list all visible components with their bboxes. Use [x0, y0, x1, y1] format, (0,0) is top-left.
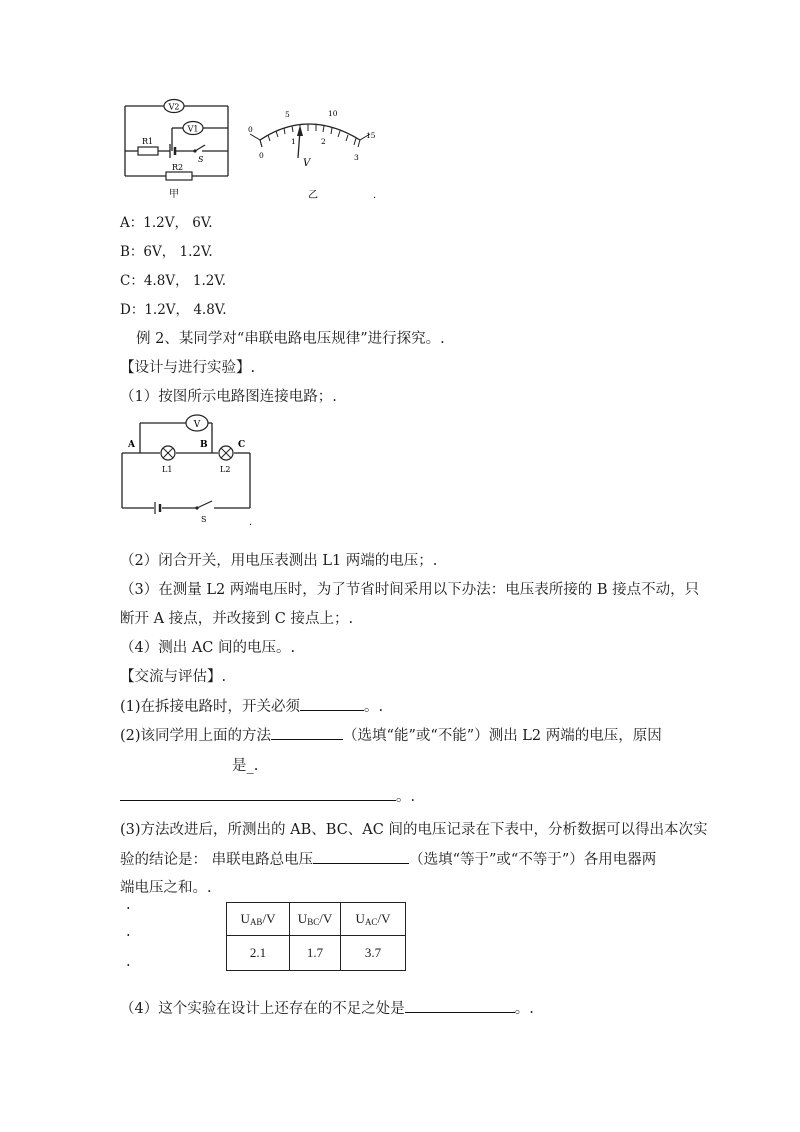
header-uab-sub: AB	[249, 917, 263, 927]
q2-suffix: （选填“能”或“不能”）测出 L2 两端的电压，原因	[343, 728, 662, 744]
scale-bottom-1: 1	[291, 137, 296, 146]
s-label: S	[198, 155, 204, 164]
option-b-values: 6V， 1.2V.	[143, 244, 213, 260]
switch-label: S	[201, 515, 207, 524]
point-c-label: C	[238, 440, 246, 450]
option-a	[120, 213, 213, 233]
point-a-label: A	[128, 440, 135, 450]
q2-answer-blank[interactable]	[271, 725, 343, 740]
table-header-row	[227, 903, 406, 936]
value-ubc: 1.7	[290, 936, 341, 971]
question2	[120, 725, 662, 746]
step2-text: （2）闭合开关，用电压表测出 L1 两端的电压；.	[120, 553, 438, 569]
point-b-label: B	[200, 440, 208, 450]
q2-reason-blank[interactable]	[120, 786, 396, 801]
figure2-dot: .	[249, 517, 253, 528]
option-a-letter: A：	[120, 215, 144, 231]
q2-prefix: (2)该同学用上面的方法	[120, 728, 272, 744]
resistor-r1-icon	[138, 147, 158, 155]
option-c-letter: C：	[120, 273, 144, 289]
header-ubc	[290, 903, 341, 936]
header-uab-u: U	[240, 911, 250, 926]
question3	[120, 849, 656, 870]
left-dot-2: .	[126, 924, 131, 940]
header-uab	[227, 903, 290, 936]
jia-label: 甲	[169, 189, 179, 200]
voltage-table	[226, 902, 406, 971]
q1-prefix: (1)在拆接电路时，开关必须	[120, 699, 301, 715]
question4	[120, 998, 534, 1019]
q3-suffix: （选填“等于”或“不等于”）各用电器两	[409, 852, 657, 868]
example2-title: 例 2、某同学对“串联电路电压规律”进行探究。.	[136, 331, 445, 347]
q3-answer-blank[interactable]	[313, 849, 409, 864]
option-c	[120, 271, 226, 291]
switch-icon	[197, 501, 212, 508]
q3-prefix: 验的结论是： 串联电路总电压	[120, 852, 314, 868]
voltmeter-label: V	[193, 420, 201, 430]
header-ubc-unit: /V	[319, 911, 333, 926]
voltmeter-dial-yi	[248, 100, 388, 202]
option-d-values: 1.2V， 4.8V.	[144, 302, 227, 318]
header-ubc-sub: BC	[307, 917, 320, 927]
v-label: V	[303, 158, 311, 169]
option-b-letter: B：	[120, 244, 144, 260]
switch-icon	[195, 145, 205, 151]
step1-text: （1）按图所示电路图连接电路；.	[120, 389, 337, 405]
l1-label: L1	[162, 465, 173, 474]
table-row	[227, 936, 406, 971]
value-uac: 3.7	[341, 936, 406, 971]
header-uac-sub: AC	[364, 917, 378, 927]
r1-label: R1	[142, 137, 154, 146]
q3-line1: (3)方法改进后，所测出的 AB、BC、AC 间的电压记录在下表中，分析数据可以得出本次实	[120, 822, 708, 838]
value-uab: 2.1	[227, 936, 290, 971]
eval-heading: 【交流与评估】.	[120, 669, 227, 685]
scale-top-0: 0	[248, 125, 253, 134]
design-heading: 【设计与进行实验】.	[120, 360, 256, 376]
circuit-diagram-jia	[118, 96, 248, 200]
q2-end: 。.	[396, 789, 416, 805]
step4-text: （4）测出 AC 间的电压。.	[120, 640, 296, 656]
scale-bottom-3: 3	[354, 153, 359, 162]
step3-line1: （3）在测量 L2 两端电压时，为了节省时间采用以下办法：电压表所接的 B 接点不动，只	[120, 582, 700, 598]
header-uab-unit: /V	[262, 911, 276, 926]
r2-label: R2	[172, 163, 184, 172]
v1-label: V1	[187, 124, 199, 134]
option-d-letter: D：	[120, 302, 145, 318]
option-d	[120, 300, 227, 320]
scale-bottom-0: 0	[259, 151, 264, 160]
step3-line2: 断开 A 接点，并改接到 C 接点上；.	[120, 611, 354, 627]
option-a-values: 1.2V， 6V.	[143, 215, 213, 231]
resistor-r2-icon	[166, 172, 192, 180]
option-c-values: 4.8V， 1.2V.	[143, 273, 227, 289]
scale-top-5: 5	[285, 110, 290, 119]
option-b	[120, 242, 213, 262]
header-uac	[341, 903, 406, 936]
series-circuit-diagram	[118, 410, 258, 528]
q4-suffix: 。.	[514, 1001, 534, 1017]
figure-dot: .	[373, 190, 377, 201]
q3-line3: 端电压之和。.	[120, 880, 212, 896]
v2-label: V2	[168, 102, 180, 112]
header-ubc-u: U	[297, 911, 308, 926]
q4-prefix: （4）这个实验在设计上还存在的不足之处是	[120, 1001, 405, 1017]
q1-suffix: 。.	[364, 699, 384, 715]
q2-reason-line	[120, 786, 415, 807]
header-uac-unit: /V	[377, 911, 391, 926]
q2-reason: 是_.	[232, 758, 259, 774]
scale-bottom-2: 2	[321, 137, 326, 146]
q4-answer-blank[interactable]	[405, 998, 515, 1013]
scale-top-10: 10	[328, 109, 338, 118]
left-dot-3: .	[126, 954, 131, 970]
l2-label: L2	[220, 465, 231, 474]
header-uac-u: U	[355, 911, 365, 926]
q1-answer-blank[interactable]	[300, 696, 364, 711]
yi-label: 乙	[308, 190, 318, 201]
left-dot-1: .	[126, 897, 131, 913]
question1	[120, 696, 383, 717]
scale-top-15: 15	[366, 131, 376, 140]
